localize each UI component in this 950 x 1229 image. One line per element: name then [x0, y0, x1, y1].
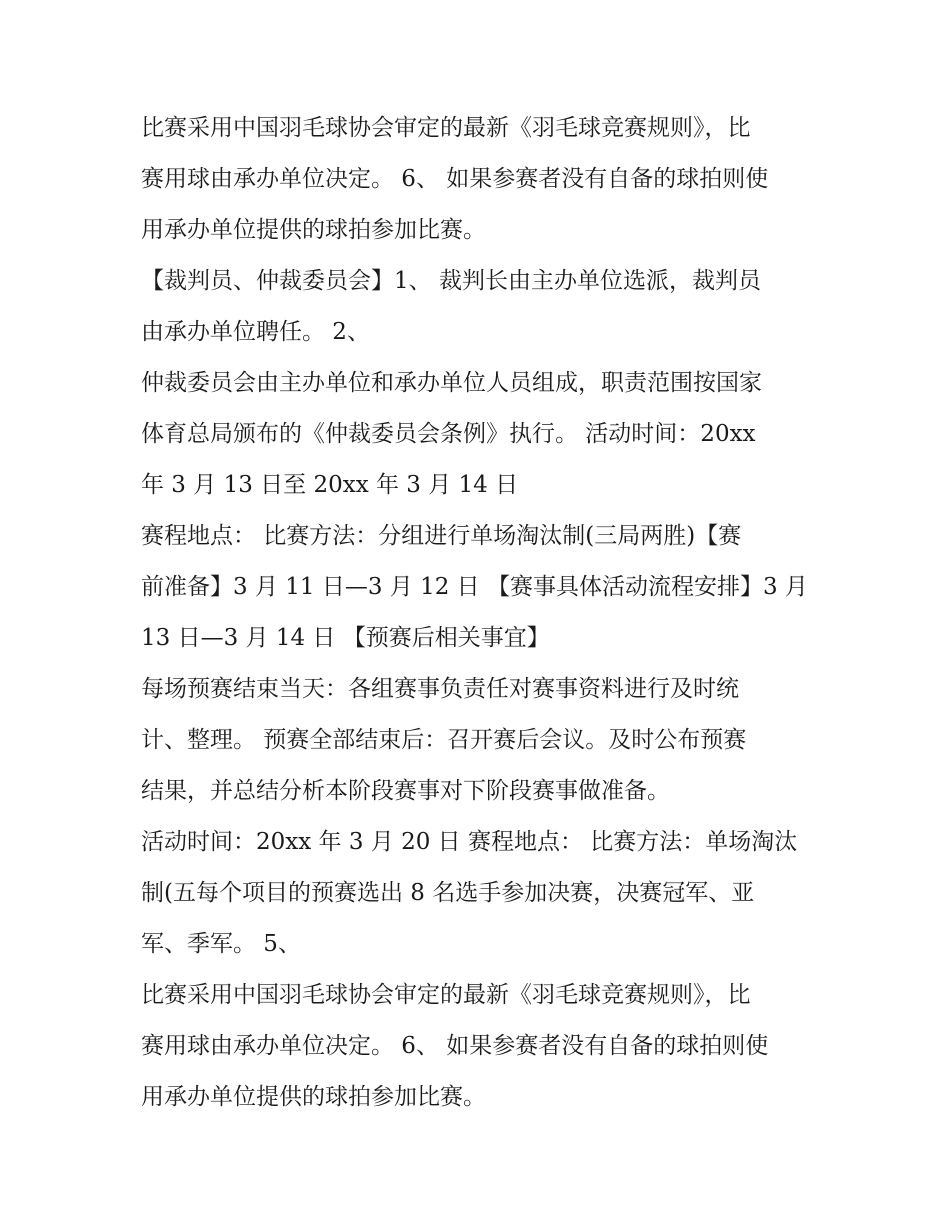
text-line: 前准备】3 月 11 日—3 月 12 日 【赛事具体活动流程安排】3 月 — [141, 574, 808, 600]
text-line: 军、季军。 5、 — [141, 931, 301, 957]
text-line: 年 3 月 13 日至 20xx 年 3 月 14 日 — [141, 472, 519, 498]
text-line: 结果，并总结分析本阶段赛事对下阶段赛事做准备。 — [141, 778, 670, 804]
text-line: 赛用球由承办单位决定。 6、 如果参赛者没有自备的球拍则使 — [141, 166, 769, 192]
text-line: 每场预赛结束当天：各组赛事负责任对赛事资料进行及时统 — [141, 676, 739, 702]
text-line: 比赛采用中国羽毛球协会审定的最新《羽毛球竞赛规则》，比 — [141, 982, 751, 1008]
text-line: 用承办单位提供的球拍参加比赛。 — [141, 217, 486, 243]
text-line: 活动时间：20xx 年 3 月 20 日 赛程地点： 比赛方法：单场淘汰 — [141, 829, 798, 855]
text-line: 用承办单位提供的球拍参加比赛。 — [141, 1084, 486, 1110]
document-body — [141, 103, 813, 1123]
text-line: 制(五每个项目的预赛选出 8 名选手参加决赛，决赛冠军、亚 — [141, 880, 755, 906]
text-line: 比赛采用中国羽毛球协会审定的最新《羽毛球竞赛规则》，比 — [141, 115, 751, 141]
text-line: 计、整理。 预赛全部结束后：召开赛后会议。及时公布预赛 — [141, 727, 747, 753]
text-line: 13 日—3 月 14 日 【预赛后相关事宜】 — [141, 625, 550, 651]
text-line: 体育总局颁布的《仲裁委员会条例》执行。 活动时间：20xx — [141, 421, 756, 447]
text-line: 赛用球由承办单位决定。 6、 如果参赛者没有自备的球拍则使 — [141, 1033, 769, 1059]
text-line: 由承办单位聘任。 2、 — [141, 319, 370, 345]
text-line: 【裁判员、仲裁委员会】1、 裁判长由主办单位选派，裁判员 — [141, 268, 761, 294]
text-line: 赛程地点： 比赛方法：分组进行单场淘汰制(三局两胜)【赛 — [141, 523, 742, 549]
text-line: 仲裁委员会由主办单位和承办单位人员组成，职责范围按国家 — [141, 370, 762, 396]
